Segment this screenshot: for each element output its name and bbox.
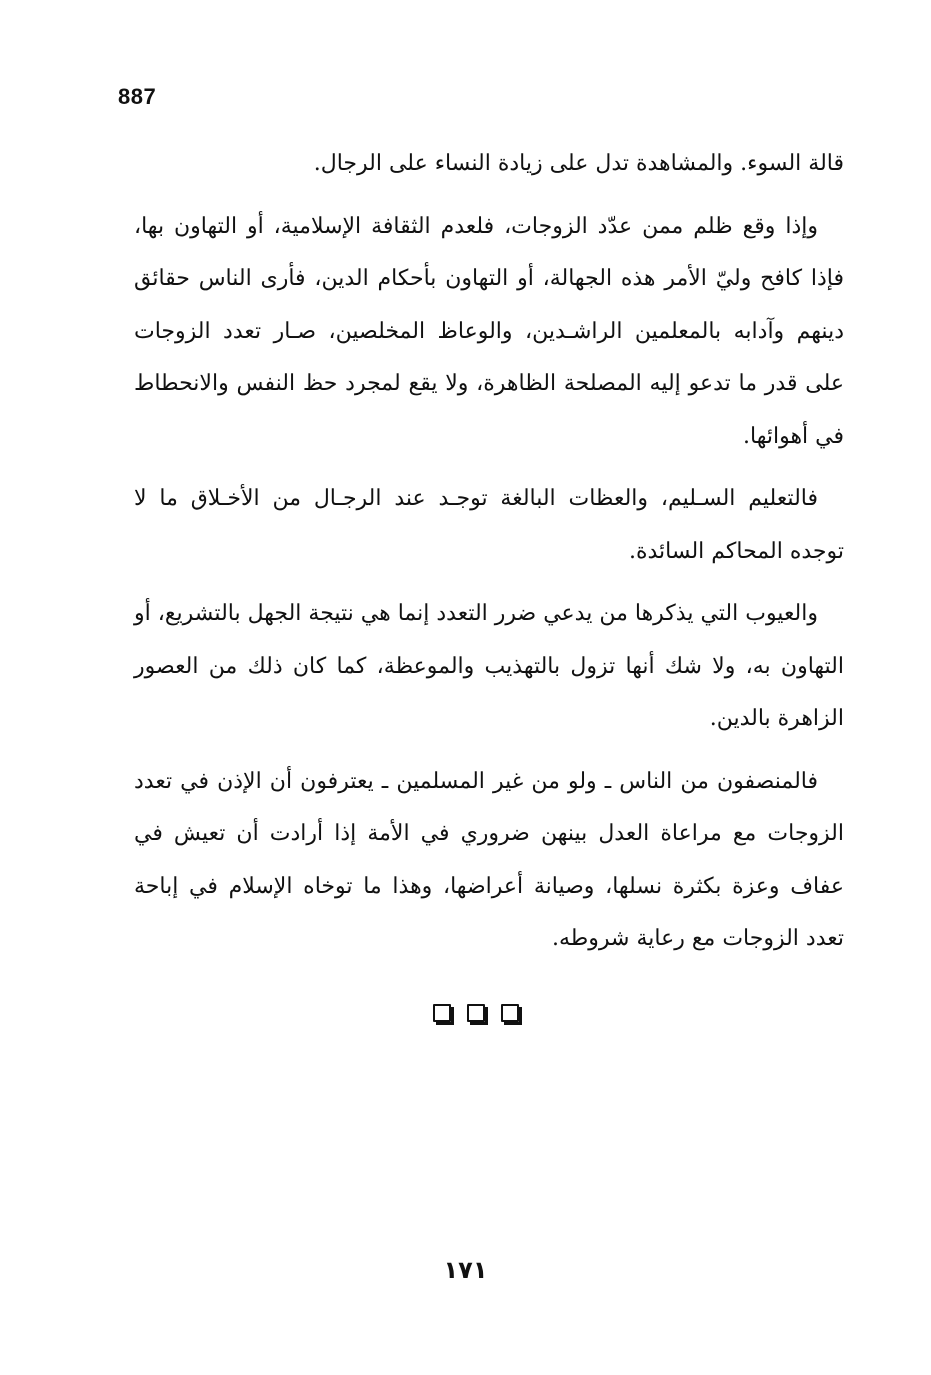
- ornament-box-icon: [467, 1004, 485, 1022]
- top-page-number: 887: [118, 84, 157, 109]
- paragraph-1: قالة السوء. والمشاهدة تدل على زيادة النساء على الرجال.: [313, 151, 844, 176]
- body-text: [134, 138, 844, 976]
- paragraph-3: فالتعليم السـليم، والعظات البالغة توجـد عند الرجـال من الأخـلاق ما لا توجده المحاكم السائدة.: [134, 486, 844, 564]
- paragraph-2: وإذا وقع ظلم ممن عدّد الزوجات، فلعدم الثقافة الإسلامية، أو التهاون بها، فإذا كافح وليّ الأمر هذه الجهالة، أو التهاون بأحكام الدين، فأرى الناس حقائق دينهم وآدابه بالمعلمين الراشـدين، والوعاظ المخلصين، صـار تعدد الزوجات على قدر ما تدعو إليه المصلحة الظاهرة، ولا يقع لمجرد حظ النفس والانحطاط في أهوائها.: [134, 213, 844, 449]
- paragraph-4: والعيوب التي يذكرها من يدعي ضرر التعدد إنما هي نتيجة الجهل بالتشريع، أو التهاون به، ولا شك أنها تزول بالتهذيب والموعظة، كما كان ذلك من العصور الزاهرة بالدين.: [134, 601, 844, 731]
- paragraph-5: فالمنصفون من الناس ـ ولو من غير المسلمين ـ يعترفون أن الإذن في تعدد الزوجات مع مراعاة العدل بينهن ضروري في الأمة إذا أرادت أن تعيش في عفاف وعزة بكثرة نسلها، وصيانة أعراضها، وهذا ما توخاه الإسلام في إباحة تعدد الزوجات مع رعاية شروطه.: [134, 768, 844, 951]
- section-end-ornament-icon: [433, 1004, 519, 1022]
- ornament-box-icon: [433, 1004, 451, 1022]
- ornament-box-icon: [501, 1004, 519, 1022]
- page-number: ١٧١: [443, 1256, 488, 1284]
